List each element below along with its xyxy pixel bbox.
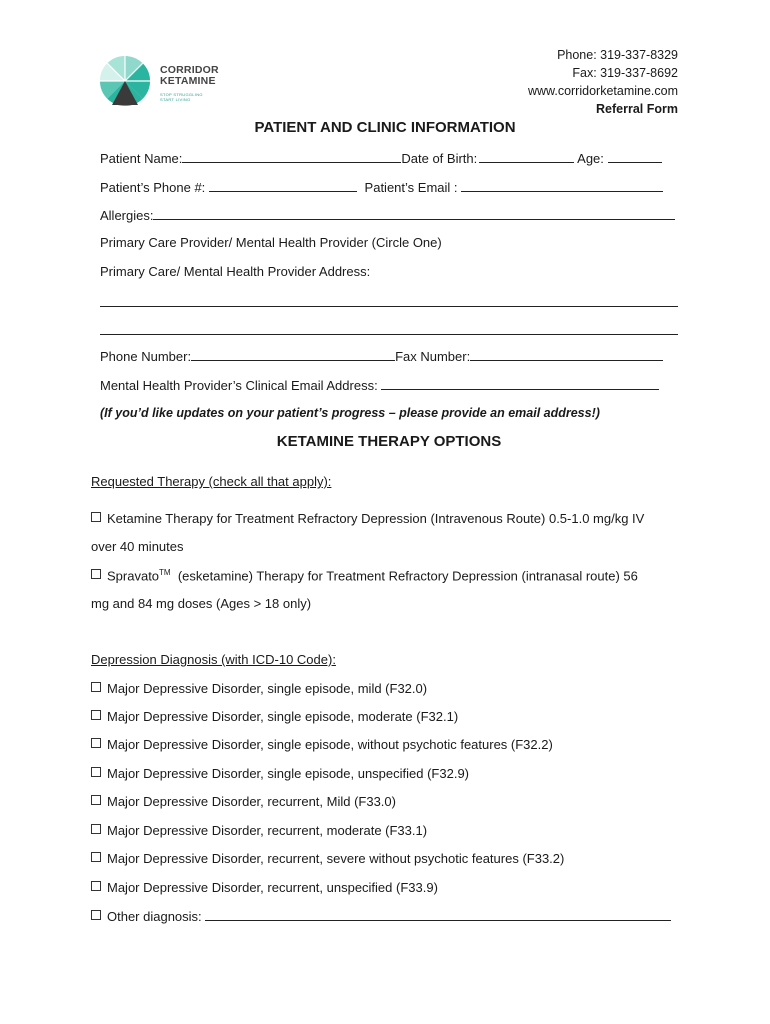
allergies-field[interactable] [153,207,675,220]
diagnosis-text: Major Depressive Disorder, recurrent, moderate (F33.1) [107,823,428,838]
dob-field[interactable] [479,150,574,163]
logo-tagline1: STOP STRUGGLING [160,92,203,97]
checkbox-icon[interactable] [91,910,101,920]
other-diagnosis-row[interactable] [91,908,671,924]
provider-phone-fax-row [100,348,663,364]
patient-phone-field[interactable] [209,179,357,192]
diagnosis-text: Major Depressive Disorder, recurrent, Mild (F33.0) [107,794,396,809]
patient-phone-label: Patient’s Phone #: [100,180,206,195]
section-title-patient-info: PATIENT AND CLINIC INFORMATION [254,119,516,136]
diagnosis-text: Major Depressive Disorder, single episode, unspecified (F32.9) [107,766,470,781]
phone-number-field[interactable] [191,348,395,361]
patient-name-field[interactable] [182,150,401,163]
requested-therapy-label: Requested Therapy (check all that apply): [91,474,332,489]
allergies-label: Allergies: [100,208,154,223]
checkbox-icon[interactable] [91,682,101,692]
checkbox-icon[interactable] [91,738,101,748]
age-field[interactable] [608,150,662,163]
diagnosis-text: Major Depressive Disorder, single episode, moderate (F32.1) [107,709,459,724]
provider-address-label: Primary Care/ Mental Health Provider Address: [100,264,371,279]
provider-address-field-1[interactable] [100,306,678,307]
fax-number-field[interactable] [470,348,663,361]
corridor-ketamine-logo-icon [98,54,152,108]
therapy-option-iv[interactable] [91,511,644,526]
patient-name-label: Patient Name: [100,151,183,166]
fax-text: Fax: 319-337-8692 [572,66,678,80]
checkbox-icon[interactable] [91,881,101,891]
dob-label: Date of Birth: [401,151,478,166]
clinical-email-field[interactable] [381,377,659,390]
checkbox-icon[interactable] [91,512,101,522]
logo-line2: KETAMINE [160,75,216,87]
checkbox-icon[interactable] [91,795,101,805]
logo-tagline2: START LIVING [160,97,191,102]
checkbox-icon[interactable] [91,710,101,720]
diagnosis-item[interactable] [91,737,553,752]
iv-option-text: Ketamine Therapy for Treatment Refractory Depression (Intravenous Route) 0.5-1.0 mg/kg IV [107,511,645,526]
contact-block [528,46,678,118]
other-diagnosis-field[interactable] [205,908,671,921]
logo-wordmark [160,65,219,102]
trademark-mark: TM [159,568,171,577]
email-note: (If you’d like updates on your patient’s progress – please provide an email address!) [100,406,600,420]
therapy-option-spravato[interactable] [91,568,638,583]
clinical-email-row [100,377,659,393]
phone-text: Phone: 319-337-8329 [557,48,678,62]
diagnosis-text: Major Depressive Disorder, recurrent, unspecified (F33.9) [107,880,438,895]
allergies-row [100,207,675,223]
patient-contact-row [100,179,663,195]
patient-email-field[interactable] [461,179,663,192]
diagnosis-text: Major Depressive Disorder, single episode, without psychotic features (F32.2) [107,737,553,752]
diagnosis-item[interactable] [91,766,469,781]
diagnosis-label: Depression Diagnosis (with ICD-10 Code): [91,652,336,667]
checkbox-icon[interactable] [91,767,101,777]
provider-address-field-2[interactable] [100,334,678,335]
spravato-option-text: (esketamine) Therapy for Treatment Refractory Depression (intranasal route) 56 [177,568,638,584]
diagnosis-item[interactable] [91,851,564,866]
diagnosis-item[interactable] [91,794,396,809]
checkbox-icon[interactable] [91,824,101,834]
diagnosis-item[interactable] [91,823,427,838]
diagnosis-item[interactable] [91,880,438,895]
diagnosis-item[interactable] [91,681,427,696]
patient-name-row [100,150,662,166]
fax-number-label: Fax Number: [395,349,471,364]
spravato-brand: Spravato [107,568,160,584]
diagnosis-text: Major Depressive Disorder, single episode, mild (F32.0) [107,681,428,696]
provider-type-text: Primary Care Provider/ Mental Health Provider (Circle One) [100,235,442,250]
age-label: Age: [577,151,604,166]
iv-option-text-cont: over 40 minutes [91,539,184,554]
logo-line1: CORRIDOR [160,64,219,76]
phone-number-label: Phone Number: [100,349,192,364]
other-diagnosis-label: Other diagnosis: [107,909,202,924]
checkbox-icon[interactable] [91,569,101,579]
section-title-therapy-options: KETAMINE THERAPY OPTIONS [276,433,502,450]
patient-email-label: Patient’s Email : [364,180,458,195]
website-link[interactable]: www.corridorketamine.com [527,84,678,98]
diagnosis-item[interactable] [91,709,458,724]
spravato-option-text-cont: mg and 84 mg doses (Ages > 18 only) [91,596,312,611]
clinical-email-label: Mental Health Provider’s Clinical Email Address: [100,378,378,393]
checkbox-icon[interactable] [91,852,101,862]
form-name: Referral Form [596,102,678,116]
diagnosis-text: Major Depressive Disorder, recurrent, severe without psychotic features (F33.2) [107,851,565,866]
